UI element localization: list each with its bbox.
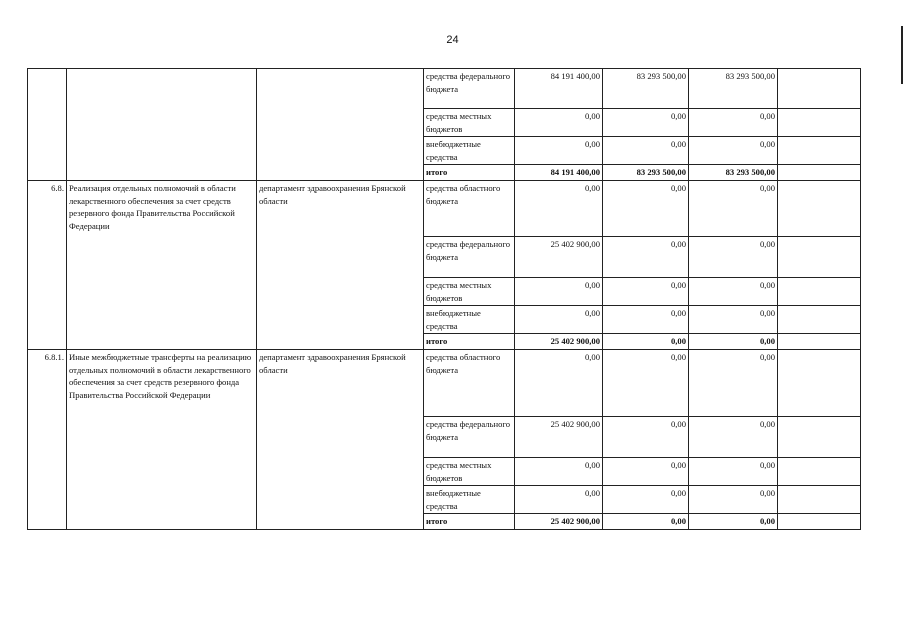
empty-cell bbox=[778, 277, 861, 305]
empty-cell bbox=[778, 180, 861, 236]
amount-v2: 0,00 bbox=[603, 180, 689, 236]
amount-v3: 0,00 bbox=[689, 416, 778, 457]
funding-source: средства федерального бюджета bbox=[424, 236, 515, 277]
funding-source: средства федерального бюджета bbox=[424, 416, 515, 457]
section-executor bbox=[257, 69, 424, 181]
amount-v1: 0,00 bbox=[515, 137, 603, 165]
funding-source: средства местных бюджетов bbox=[424, 109, 515, 137]
amount-v3: 0,00 bbox=[689, 137, 778, 165]
table-row bbox=[28, 180, 861, 236]
amount-v1: 0,00 bbox=[515, 486, 603, 514]
funding-source: средства местных бюджетов bbox=[424, 457, 515, 485]
amount-v3: 0,00 bbox=[689, 236, 778, 277]
amount-v2: 83 293 500,00 bbox=[603, 69, 689, 109]
table-row bbox=[28, 349, 861, 416]
section-number bbox=[28, 69, 67, 181]
funding-source: средства областного бюджета bbox=[424, 349, 515, 416]
amount-v2: 0,00 bbox=[603, 137, 689, 165]
amount-v2: 0,00 bbox=[603, 486, 689, 514]
empty-cell bbox=[778, 69, 861, 109]
amount-v1: 0,00 bbox=[515, 349, 603, 416]
funding-source: средства федерального бюджета bbox=[424, 69, 515, 109]
page-number: 24 bbox=[446, 34, 459, 46]
amount-v2: 0,00 bbox=[603, 416, 689, 457]
amount-v1: 25 402 900,00 bbox=[515, 416, 603, 457]
amount-v1: 84 191 400,00 bbox=[515, 69, 603, 109]
section-executor: департамент здравоохранения Брянской области bbox=[257, 349, 424, 529]
amount-v1: 0,00 bbox=[515, 277, 603, 305]
section-number: 6.8. bbox=[28, 180, 67, 349]
amount-v2: 0,00 bbox=[603, 514, 689, 530]
amount-v3: 0,00 bbox=[689, 514, 778, 530]
amount-v3: 83 293 500,00 bbox=[689, 165, 778, 181]
amount-v3: 83 293 500,00 bbox=[689, 69, 778, 109]
amount-v3: 0,00 bbox=[689, 457, 778, 485]
amount-v3: 0,00 bbox=[689, 277, 778, 305]
funding-source: итого bbox=[424, 334, 515, 350]
section-name: Иные межбюджетные трансферты на реализацию отдельных полномочий в области лекарственного обеспечения за счет средств резервного фонда Правительства Российской Федерации bbox=[67, 349, 257, 529]
amount-v3: 0,00 bbox=[689, 349, 778, 416]
amount-v1: 0,00 bbox=[515, 457, 603, 485]
section-name: Реализация отдельных полномочий в области лекарственного обеспечения за счет средств резервного фонда Правительства Российской Федерации bbox=[67, 180, 257, 349]
empty-cell bbox=[778, 457, 861, 485]
amount-v2: 0,00 bbox=[603, 349, 689, 416]
budget-table bbox=[27, 68, 861, 530]
amount-v3: 0,00 bbox=[689, 180, 778, 236]
funding-source: итого bbox=[424, 514, 515, 530]
amount-v1: 0,00 bbox=[515, 306, 603, 334]
amount-v2: 0,00 bbox=[603, 334, 689, 350]
empty-cell bbox=[778, 306, 861, 334]
amount-v1: 25 402 900,00 bbox=[515, 236, 603, 277]
funding-source: средства местных бюджетов bbox=[424, 277, 515, 305]
section-executor: департамент здравоохранения Брянской области bbox=[257, 180, 424, 349]
amount-v2: 0,00 bbox=[603, 277, 689, 305]
funding-source: внебюджетные средства bbox=[424, 486, 515, 514]
empty-cell bbox=[778, 109, 861, 137]
amount-v2: 0,00 bbox=[603, 236, 689, 277]
section-name bbox=[67, 69, 257, 181]
funding-source: внебюджетные средства bbox=[424, 306, 515, 334]
empty-cell bbox=[778, 236, 861, 277]
funding-source: внебюджетные средства bbox=[424, 137, 515, 165]
amount-v1: 25 402 900,00 bbox=[515, 514, 603, 530]
empty-cell bbox=[778, 334, 861, 350]
section-number: 6.8.1. bbox=[28, 349, 67, 529]
table-row bbox=[28, 69, 861, 109]
empty-cell bbox=[778, 486, 861, 514]
empty-cell bbox=[778, 165, 861, 181]
amount-v2: 83 293 500,00 bbox=[603, 165, 689, 181]
amount-v3: 0,00 bbox=[689, 334, 778, 350]
empty-cell bbox=[778, 514, 861, 530]
amount-v1: 0,00 bbox=[515, 109, 603, 137]
funding-source: средства областного бюджета bbox=[424, 180, 515, 236]
empty-cell bbox=[778, 349, 861, 416]
scan-edge-line bbox=[901, 26, 903, 84]
amount-v3: 0,00 bbox=[689, 486, 778, 514]
funding-source: итого bbox=[424, 165, 515, 181]
amount-v2: 0,00 bbox=[603, 109, 689, 137]
amount-v2: 0,00 bbox=[603, 457, 689, 485]
empty-cell bbox=[778, 416, 861, 457]
empty-cell bbox=[778, 137, 861, 165]
amount-v1: 0,00 bbox=[515, 180, 603, 236]
amount-v2: 0,00 bbox=[603, 306, 689, 334]
amount-v3: 0,00 bbox=[689, 306, 778, 334]
amount-v1: 25 402 900,00 bbox=[515, 334, 603, 350]
amount-v1: 84 191 400,00 bbox=[515, 165, 603, 181]
amount-v3: 0,00 bbox=[689, 109, 778, 137]
